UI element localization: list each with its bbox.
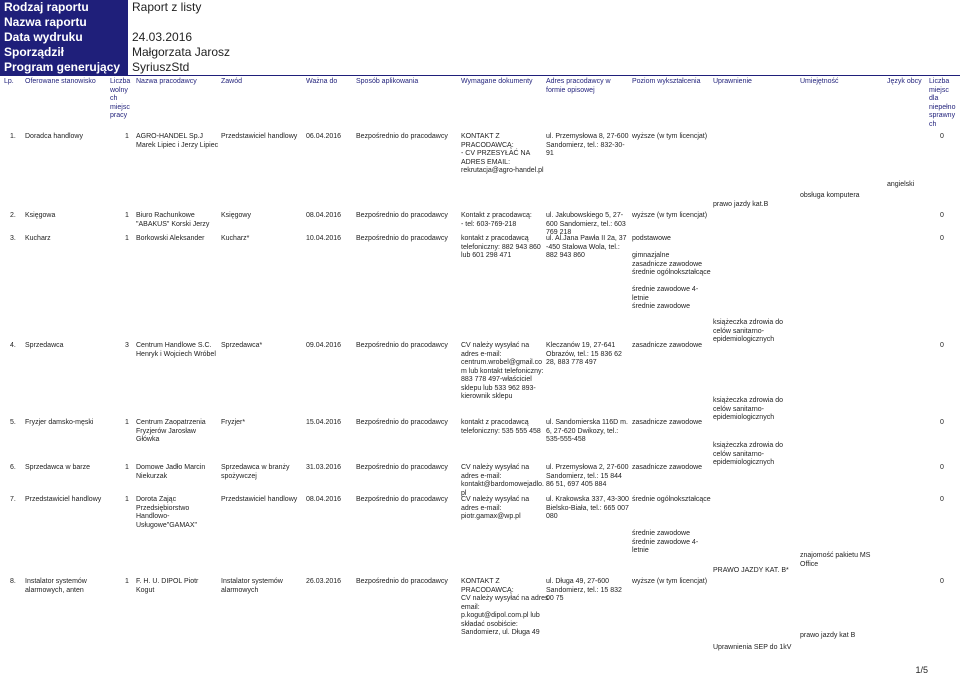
cell-niepelno: 0 bbox=[940, 342, 944, 349]
cell-dokumenty: CV należy wysyłać na adres e-mail: centrum.wrobel@gmail.co m lub kontakt telefoniczny: 883 778 497-właściciel sklepu lub 533 962 893- kierownik sklepu bbox=[461, 342, 544, 400]
cell-stanowisko: Fryzjer damsko-męski bbox=[25, 419, 94, 426]
cell-adres: ul. Krakowska 337, 43-300 Bielsko-Biała, tel.: 665 007 080 bbox=[546, 496, 629, 520]
cell-pracodawca: Biuro Rachunkowe "ABAKUS" Korski Jerzy bbox=[136, 212, 210, 228]
cell-pracodawca: Centrum Zaopatrzenia Fryzjerów Jarosław Główka bbox=[136, 419, 206, 443]
cell-stanowisko: Sprzedawca w barze bbox=[25, 464, 90, 471]
header-value: Raport z listy bbox=[128, 0, 960, 15]
cell-wazna: 15.04.2016 bbox=[306, 419, 342, 426]
cell-pracodawca: Centrum Handlowe S.C. Henryk i Wojciech Wróbel bbox=[136, 342, 216, 358]
cell-zawod: Sprzedawca w branży spożywczej bbox=[221, 464, 290, 480]
cell-stanowisko: Księgowa bbox=[25, 212, 56, 219]
cell-pracodawca: Dorota Zając Przedsiębiorstwo Handlowo- Usługowe"GAMAX" bbox=[136, 496, 197, 529]
cell-stanowisko: Instalator systemów alarmowych, anten bbox=[25, 578, 87, 594]
cell-dokumenty: KONTAKT Z PRACODAWCĄ: - CV PRZESYŁAĆ NA ADRES EMAIL: rekrutacja@agro-handel.pl bbox=[461, 133, 544, 174]
col-lp: Lp. bbox=[4, 78, 14, 85]
cell-sposob: Bezpośrednio do pracodawcy bbox=[356, 342, 448, 349]
cell-liczba: 1 bbox=[125, 212, 129, 219]
cell-pracodawca: Borkowski Aleksander bbox=[136, 235, 205, 242]
cell-umiejetnosc: prawo jazdy kat B bbox=[800, 632, 856, 639]
cell-dokumenty: kontakt z pracodawcą telefoniczny: 535 555 458 bbox=[461, 419, 541, 435]
col-liczba: Liczba wolny ch miejsc pracy bbox=[110, 78, 131, 119]
cell-uprawnienie: książeczka zdrowia do celów sanitarno- epidemiologicznych bbox=[713, 319, 784, 343]
cell-wyksztalcenie: podstawowe gimnazjalne zasadnicze zawodowe średnie ogólnokształcące średnie zawodowe 4- letnie średnie zawodowe bbox=[632, 235, 711, 310]
cell-dokumenty: KONTAKT Z PRACODAWCĄ: CV należy wysyłać na adres email: p.kogut@dipol.com.pl lub składać osobiście: Sandomierz, ul. Długa 49 bbox=[461, 578, 549, 636]
cell-lp: 3. bbox=[10, 235, 16, 242]
cell-dokumenty: CV należy wysyłać na adres e-mail: kontakt@bardomowejadlo. pl bbox=[461, 464, 544, 497]
col-uprawnienie: Uprawnienie bbox=[713, 78, 752, 85]
cell-zawod: Instalator systemów alarmowych bbox=[221, 578, 283, 594]
cell-lp: 8. bbox=[10, 578, 16, 585]
header-row bbox=[0, 45, 960, 60]
cell-adres: ul. Przemysłowa 2, 27-600 Sandomierz, tel.: 15 844 86 51, 697 405 884 bbox=[546, 464, 629, 488]
header-value bbox=[128, 15, 960, 30]
cell-zawod: Fryzjer* bbox=[221, 419, 246, 426]
cell-wyksztalcenie: wyższe (w tym licencjat) bbox=[632, 578, 708, 585]
cell-adres: ul. Długa 49, 27-600 Sandomierz, tel.: 15 832 00 75 bbox=[546, 578, 622, 602]
header-value: SyriuszStd bbox=[128, 60, 960, 75]
cell-adres: Kleczanów 19, 27-641 Obrazów, tel.: 15 836 62 28, 883 778 497 bbox=[546, 342, 622, 366]
cell-wyksztalcenie: zasadnicze zawodowe bbox=[632, 419, 703, 426]
cell-adres: ul. Jakubowskiego 5, 27- 600 Sandomierz, tel.: 603 769 218 bbox=[546, 212, 626, 236]
cell-niepelno: 0 bbox=[940, 464, 944, 471]
cell-zawod: Sprzedawca* bbox=[221, 342, 263, 349]
cell-sposob: Bezpośrednio do pracodawcy bbox=[356, 133, 448, 140]
header-row bbox=[0, 60, 960, 75]
cell-adres: ul. Przemysłowa 8, 27-600 Sandomierz, tel.: 832-30- 91 bbox=[546, 133, 629, 157]
cell-lp: 7. bbox=[10, 496, 16, 503]
cell-wazna: 31.03.2016 bbox=[306, 464, 342, 471]
col-jezyk: Język obcy bbox=[887, 78, 922, 85]
cell-sposob: Bezpośrednio do pracodawcy bbox=[356, 235, 448, 242]
cell-niepelno: 0 bbox=[940, 133, 944, 140]
cell-zawod: Przedstawiciel handlowy bbox=[221, 133, 298, 140]
cell-wazna: 09.04.2016 bbox=[306, 342, 342, 349]
cell-liczba: 1 bbox=[125, 578, 129, 585]
cell-niepelno: 0 bbox=[940, 235, 944, 242]
col-stanowisko: Oferowane stanowisko bbox=[25, 78, 96, 85]
cell-wyksztalcenie: zasadnicze zawodowe bbox=[632, 342, 703, 349]
cell-liczba: 1 bbox=[125, 496, 129, 503]
cell-niepelno: 0 bbox=[940, 496, 944, 503]
cell-lp: 6. bbox=[10, 464, 16, 471]
header-divider bbox=[0, 75, 960, 76]
header-label: Data wydruku bbox=[0, 30, 128, 45]
col-umiejetnosc: Umiejętność bbox=[800, 78, 839, 85]
cell-pracodawca: AGRO-HANDEL Sp.J Marek Lipiec i Jerzy Lipiec bbox=[136, 133, 219, 149]
cell-wyksztalcenie: zasadnicze zawodowe bbox=[632, 464, 703, 471]
cell-zawod: Przedstawiciel handlowy bbox=[221, 496, 298, 503]
cell-wazna: 26.03.2016 bbox=[306, 578, 342, 585]
cell-lp: 2. bbox=[10, 212, 16, 219]
cell-liczba: 1 bbox=[125, 464, 129, 471]
cell-lp: 4. bbox=[10, 342, 16, 349]
header-label: Nazwa raportu bbox=[0, 15, 128, 30]
col-adres: Adres pracodawcy w formie opisowej bbox=[546, 78, 611, 94]
cell-stanowisko: Sprzedawca bbox=[25, 342, 64, 349]
cell-sposob: Bezpośrednio do pracodawcy bbox=[356, 496, 448, 503]
header-label: Program generujący bbox=[0, 60, 128, 75]
cell-niepelno: 0 bbox=[940, 419, 944, 426]
cell-stanowisko: Doradca handlowy bbox=[25, 133, 83, 140]
cell-pracodawca: Domowe Jadło Marcin Niekurzak bbox=[136, 464, 206, 480]
page-number: 1/5 bbox=[915, 665, 928, 675]
header-value: 24.03.2016 bbox=[128, 30, 960, 45]
cell-adres: ul. Al.Jana Pawła II 2a, 37 -450 Stalowa Wola, tel.: 882 943 860 bbox=[546, 235, 627, 259]
cell-liczba: 3 bbox=[125, 342, 129, 349]
cell-niepelno: 0 bbox=[940, 578, 944, 585]
cell-sposob: Bezpośrednio do pracodawcy bbox=[356, 464, 448, 471]
cell-liczba: 1 bbox=[125, 235, 129, 242]
header-row bbox=[0, 30, 960, 45]
header-value: Małgorzata Jarosz bbox=[128, 45, 960, 60]
cell-sposob: Bezpośrednio do pracodawcy bbox=[356, 419, 448, 426]
cell-dokumenty: Kontakt z pracodawcą: - tel: 603-769-218 bbox=[461, 212, 532, 228]
cell-uprawnienie: książeczka zdrowia do celów sanitarno- epidemiologicznych bbox=[713, 397, 784, 421]
cell-wazna: 06.04.2016 bbox=[306, 133, 342, 140]
cell-jezyk: angielski bbox=[887, 181, 915, 188]
col-wazna: Ważna do bbox=[306, 78, 338, 85]
cell-wyksztalcenie: średnie ogólnokształcące średnie zawodowe średnie zawodowe 4- letnie bbox=[632, 496, 711, 554]
header-row bbox=[0, 15, 960, 30]
cell-adres: ul. Sandomierska 116D m. 6, 27-620 Dwikozy, tel.: 535-555-458 bbox=[546, 419, 628, 443]
cell-umiejetnosc: obsługa komputera bbox=[800, 192, 860, 199]
col-wyksztalcenie: Poziom wykształcenia bbox=[632, 78, 701, 85]
cell-liczba: 1 bbox=[125, 133, 129, 140]
cell-lp: 1. bbox=[10, 133, 16, 140]
cell-dokumenty: kontakt z pracodawcą telefoniczny: 882 943 860 lub 601 298 471 bbox=[461, 235, 541, 259]
cell-uprawnienie: Uprawnienia SEP do 1kV bbox=[713, 644, 792, 651]
col-zawod: Zawód bbox=[221, 78, 243, 85]
cell-sposob: Bezpośrednio do pracodawcy bbox=[356, 212, 448, 219]
cell-wyksztalcenie: wyższe (w tym licencjat) bbox=[632, 212, 708, 219]
cell-zawod: Kucharz* bbox=[221, 235, 250, 242]
cell-niepelno: 0 bbox=[940, 212, 944, 219]
col-sposob: Sposób aplikowania bbox=[356, 78, 419, 85]
cell-umiejetnosc: znajomość pakietu MS Office bbox=[800, 552, 871, 568]
col-pracodawca: Nazwa pracodawcy bbox=[136, 78, 197, 85]
cell-stanowisko: Przedstawiciel handlowy bbox=[25, 496, 102, 503]
col-dokumenty: Wymagane dokumenty bbox=[461, 78, 533, 85]
cell-wyksztalcenie: wyższe (w tym licencjat) bbox=[632, 133, 708, 140]
cell-dokumenty: CV należy wysyłać na adres e-mail: piotr.gamax@wp.pl bbox=[461, 496, 530, 520]
header-label: Rodzaj raportu bbox=[0, 0, 128, 15]
cell-sposob: Bezpośrednio do pracodawcy bbox=[356, 578, 448, 585]
col-niepelno: Liczba miejsc dla niepełno sprawny ch bbox=[929, 78, 956, 128]
header-label: Sporządził bbox=[0, 45, 128, 60]
cell-stanowisko: Kucharz bbox=[25, 235, 51, 242]
cell-uprawnienie: PRAWO JAZDY KAT. B* bbox=[713, 567, 789, 574]
cell-lp: 5. bbox=[10, 419, 16, 426]
header-row bbox=[0, 0, 960, 15]
cell-uprawnienie: prawo jazdy kat.B bbox=[713, 201, 769, 208]
cell-liczba: 1 bbox=[125, 419, 129, 426]
cell-zawod: Księgowy bbox=[221, 212, 251, 219]
cell-wazna: 08.04.2016 bbox=[306, 496, 342, 503]
cell-wazna: 10.04.2016 bbox=[306, 235, 342, 242]
cell-uprawnienie: książeczka zdrowia do celów sanitarno- epidemiologicznych bbox=[713, 442, 784, 466]
cell-pracodawca: F. H. U. DIPOL Piotr Kogut bbox=[136, 578, 199, 594]
cell-wazna: 08.04.2016 bbox=[306, 212, 342, 219]
